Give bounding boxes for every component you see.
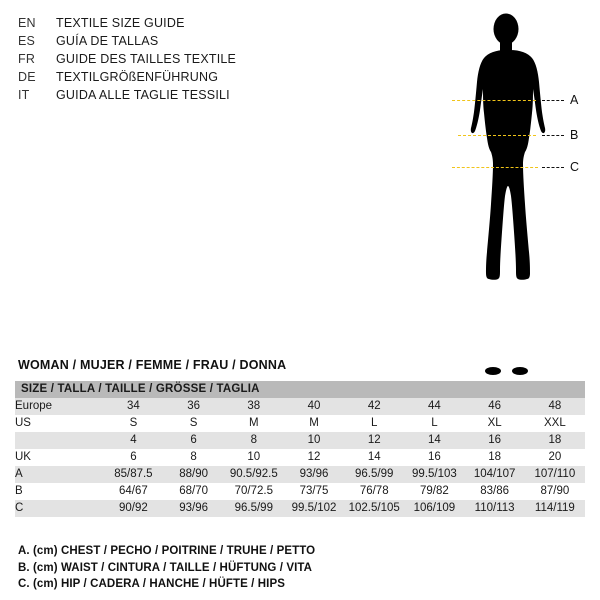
cell: 46: [465, 398, 525, 415]
language-code: IT: [18, 88, 30, 102]
female-silhouette-icon: [430, 8, 590, 378]
cell: 34: [103, 398, 163, 415]
cell: 96.5/99: [224, 500, 284, 517]
measure-dash-c: [542, 167, 564, 168]
measure-label-b: B: [570, 128, 579, 142]
cell: 110/113: [465, 500, 525, 517]
cell: 6: [164, 432, 224, 449]
section-title: WOMAN / MUJER / FEMME / FRAU / DONNA: [18, 358, 287, 372]
language-row: [18, 86, 348, 104]
cell: 8: [164, 449, 224, 466]
footnote-b: B. (cm) WAIST / CINTURA / TAILLE / HÜFTUNG / VITA: [18, 561, 313, 574]
row-label: UK: [15, 449, 103, 466]
cell: 114/119: [525, 500, 585, 517]
row-label: Europe: [15, 398, 103, 415]
table-row: [15, 398, 585, 415]
cell: 99.5/103: [404, 466, 464, 483]
language-row: [18, 32, 348, 50]
cell: 16: [465, 432, 525, 449]
table-row: [15, 432, 585, 449]
cell: 8: [224, 432, 284, 449]
cell: L: [344, 415, 404, 432]
cell: 14: [344, 449, 404, 466]
cell: 107/110: [525, 466, 585, 483]
cell: S: [164, 415, 224, 432]
table-row: [15, 466, 585, 483]
measure-label-c: C: [570, 160, 580, 174]
measure-dash-a: [542, 100, 564, 101]
cell: 85/87.5: [103, 466, 163, 483]
language-text: GUIDE DES TAILLES TEXTILE: [56, 52, 237, 66]
measure-label-a: A: [570, 93, 579, 107]
language-text: TEXTILE SIZE GUIDE: [56, 16, 185, 30]
cell: 73/75: [284, 483, 344, 500]
cell: M: [224, 415, 284, 432]
cell: 12: [284, 449, 344, 466]
cell: 76/78: [344, 483, 404, 500]
measure-line-a: [452, 100, 536, 101]
language-text: GUIDA ALLE TAGLIE TESSILI: [56, 88, 230, 102]
cell: 14: [404, 432, 464, 449]
row-label: B: [15, 483, 103, 500]
footnote-list: [18, 543, 578, 593]
cell: 48: [525, 398, 585, 415]
cell: 96.5/99: [344, 466, 404, 483]
cell: 40: [284, 398, 344, 415]
cell: XXL: [525, 415, 585, 432]
cell: 104/107: [465, 466, 525, 483]
language-code: FR: [18, 52, 36, 66]
cell: 20: [525, 449, 585, 466]
cell: 44: [404, 398, 464, 415]
measure-dash-b: [542, 135, 564, 136]
table-row: [15, 449, 585, 466]
table-row: [15, 500, 585, 517]
cell: 18: [525, 432, 585, 449]
footnote-a: A. (cm) CHEST / PECHO / POITRINE / TRUHE / PETTO: [18, 545, 316, 557]
cell: 93/96: [164, 500, 224, 517]
language-list: [18, 14, 348, 104]
row-label: [15, 432, 103, 449]
table-row: [15, 415, 585, 432]
table-row: [15, 483, 585, 500]
cell: 10: [284, 432, 344, 449]
cell: 70/72.5: [224, 483, 284, 500]
cell: S: [103, 415, 163, 432]
cell: 18: [465, 449, 525, 466]
language-code: EN: [18, 16, 36, 30]
cell: 36: [164, 398, 224, 415]
cell: 38: [224, 398, 284, 415]
cell: 102.5/105: [344, 500, 404, 517]
cell: 88/90: [164, 466, 224, 483]
language-code: ES: [18, 34, 36, 48]
cell: 64/67: [103, 483, 163, 500]
row-label: C: [15, 500, 103, 517]
body-figure: [430, 8, 590, 378]
cell: 12: [344, 432, 404, 449]
footnote-c: C. (cm) HIP / CADERA / HANCHE / HÜFTE / HIPS: [18, 578, 286, 590]
cell: 99.5/102: [284, 500, 344, 517]
cell: 90/92: [103, 500, 163, 517]
cell: 16: [404, 449, 464, 466]
cell: 93/96: [284, 466, 344, 483]
cell: 4: [103, 432, 163, 449]
cell: M: [284, 415, 344, 432]
cell: 83/86: [465, 483, 525, 500]
table-header-label: SIZE / TALLA / TAILLE / GRÖSSE / TAGLIA: [15, 381, 585, 398]
cell: L: [404, 415, 464, 432]
row-label: A: [15, 466, 103, 483]
cell: 79/82: [404, 483, 464, 500]
language-code: DE: [18, 70, 36, 84]
size-table: [15, 381, 585, 517]
measure-line-c: [452, 167, 538, 168]
row-label: US: [15, 415, 103, 432]
language-text: GUÍA DE TALLAS: [56, 34, 159, 48]
cell: 106/109: [404, 500, 464, 517]
cell: XL: [465, 415, 525, 432]
cell: 6: [103, 449, 163, 466]
language-text: TEXTILGRÖßENFÜHRUNG: [56, 70, 219, 84]
cell: 87/90: [525, 483, 585, 500]
measure-line-b: [458, 135, 536, 136]
language-row: [18, 50, 348, 68]
language-row: [18, 68, 348, 86]
cell: 42: [344, 398, 404, 415]
cell: 10: [224, 449, 284, 466]
cell: 90.5/92.5: [224, 466, 284, 483]
language-row: [18, 14, 348, 32]
cell: 68/70: [164, 483, 224, 500]
table-header-row: [15, 381, 585, 398]
